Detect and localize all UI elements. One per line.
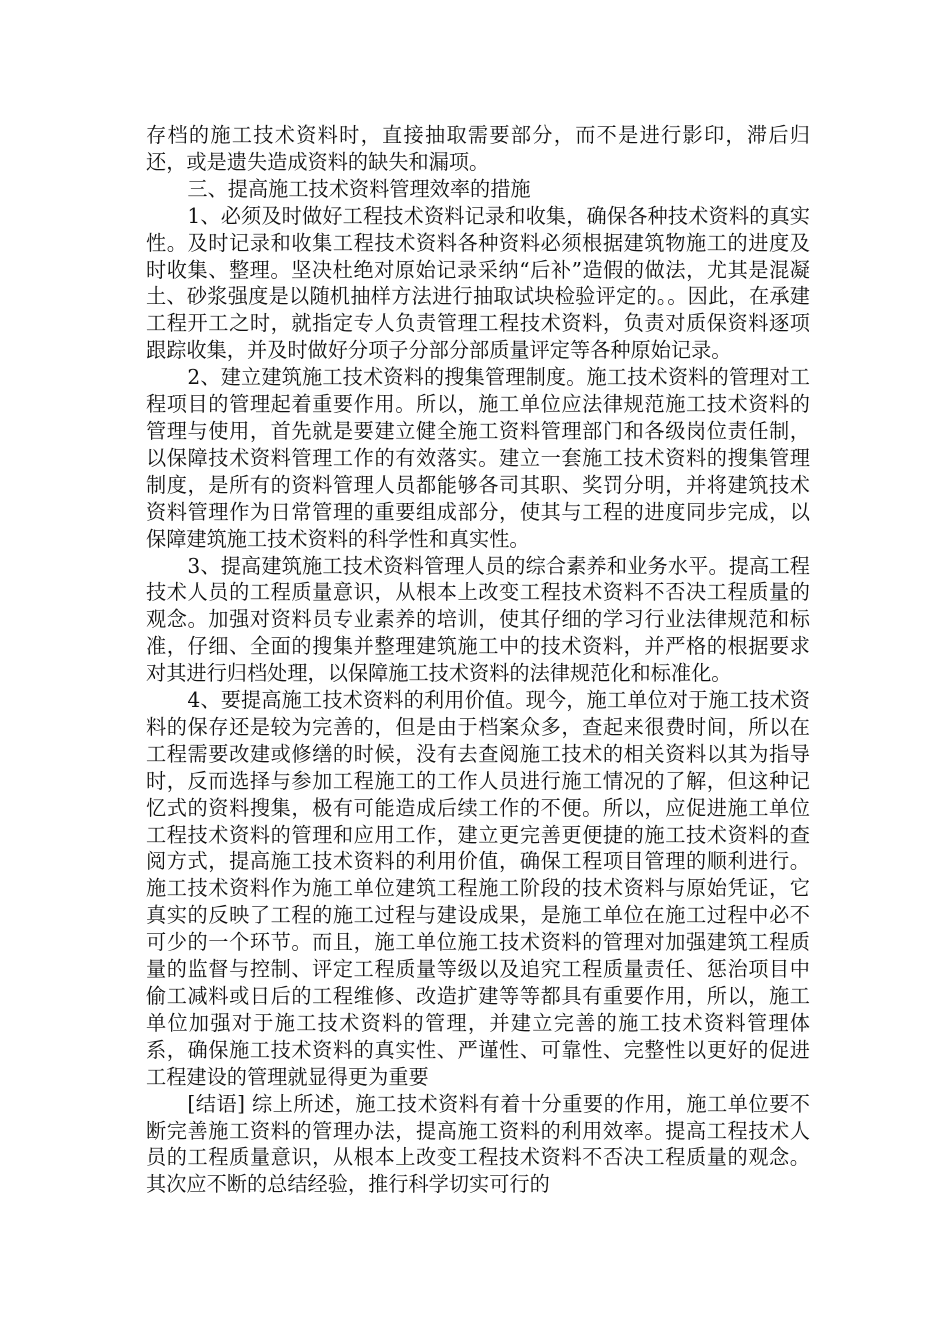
paragraph-measure-1: 1、必须及时做好工程技术资料记录和收集，确保各种技术资料的真实性。及时记录和收集工程技术资料各种资料必须根据建筑物施工的进度及时收集、整理。坚决杜绝对原始记录采纳“后补”造假的做法，尤其是混凝土、砂浆强度是以随机抽样方法进行抽取试块检验评定的。。因此，在承建工程开工之时，就指定专人负责管理工程技术资料，负责对质保资料逐项跟踪收集，并及时做好分项子分部分部质量评定等各种原始记录。	[146, 203, 810, 363]
paragraph-measure-4: 4、要提高施工技术资料的利用价值。现今，施工单位对于施工技术资料的保存还是较为完善的，但是由于档案众多，查起来很费时间，所以在工程需要改建或修缮的时候，没有去查阅施工技术的相关资料以其为指导时，反而选择与参加工程施工的工作人员进行施工情况的了解，但这种记忆式的资料搜集，极有可能造成后续工作的不便。所以，应促进施工单位工程技术资料的管理和应用工作，建立更完善更便捷的施工技术资料的查阅方式，提高施工技术资料的利用价值，确保工程项目管理的顺利进行。施工技术资料作为施工单位建筑工程施工阶段的技术资料与原始凭证，它真实的反映了工程的施工过程与建设成果，是施工单位在施工过程中必不可少的一个环节。而且，施工单位施工技术资料的管理对加强建筑工程质量的监督与控制、评定工程质量等级以及追究工程质量责任、惩治项目中偷工减料或日后的工程维修、改造扩建等等都具有重要作用，所以，施工单位加强对于施工技术资料的管理，并建立完善的施工技术资料管理体系，确保施工技术资料的真实性、严谨性、可靠性、完整性以更好的促进工程建设的管理就显得更为重要	[146, 688, 810, 1089]
section-heading: 三、提高施工技术资料管理效率的措施	[187, 176, 531, 201]
paragraph-continuation: 存档的施工技术资料时，直接抽取需要部分，而不是进行影印，滞后归还，或是遗失造成资料的缺失和漏项。	[146, 123, 810, 174]
paragraph-measure-3: 3、提高建筑施工技术资料管理人员的综合素养和业务水平。提高工程技术人员的工程质量意识，从根本上改变工程技术资料不否决工程质量的观念。加强对资料员专业素养的培训，使其仔细的学习行业法律规范和标准，仔细、全面的搜集并整理建筑施工中的技术资料，并严格的根据要求对其进行归档处理，以保障施工技术资料的法律规范化和标准化。	[146, 553, 810, 686]
document-body	[146, 122, 810, 1198]
paragraph-conclusion: [结语] 综上所述，施工技术资料有着十分重要的作用，施工单位要不断完善施工资料的管理办法，提高施工资料的利用效率。提高工程技术人员的工程质量意识，从根本上改变工程技术资料不否决工程质量的观念。其次应不断的总结经验，推行科学切实可行的	[146, 1091, 810, 1197]
paragraph-measure-2: 2、建立建筑施工技术资料的搜集管理制度。施工技术资料的管理对工程项目的管理起着重要作用。所以，施工单位应法律规范施工技术资料的管理与使用，首先就是要建立健全施工资料管理部门和各级岗位责任制，以保障技术资料管理工作的有效落实。建立一套施工技术资料的搜集管理制度，是所有的资料管理人员都能够各司其职、奖罚分明，并将建筑技术资料管理作为日常管理的重要组成部分，使其与工程的进度同步完成，以保障建筑施工技术资料的科学性和真实性。	[146, 365, 810, 551]
